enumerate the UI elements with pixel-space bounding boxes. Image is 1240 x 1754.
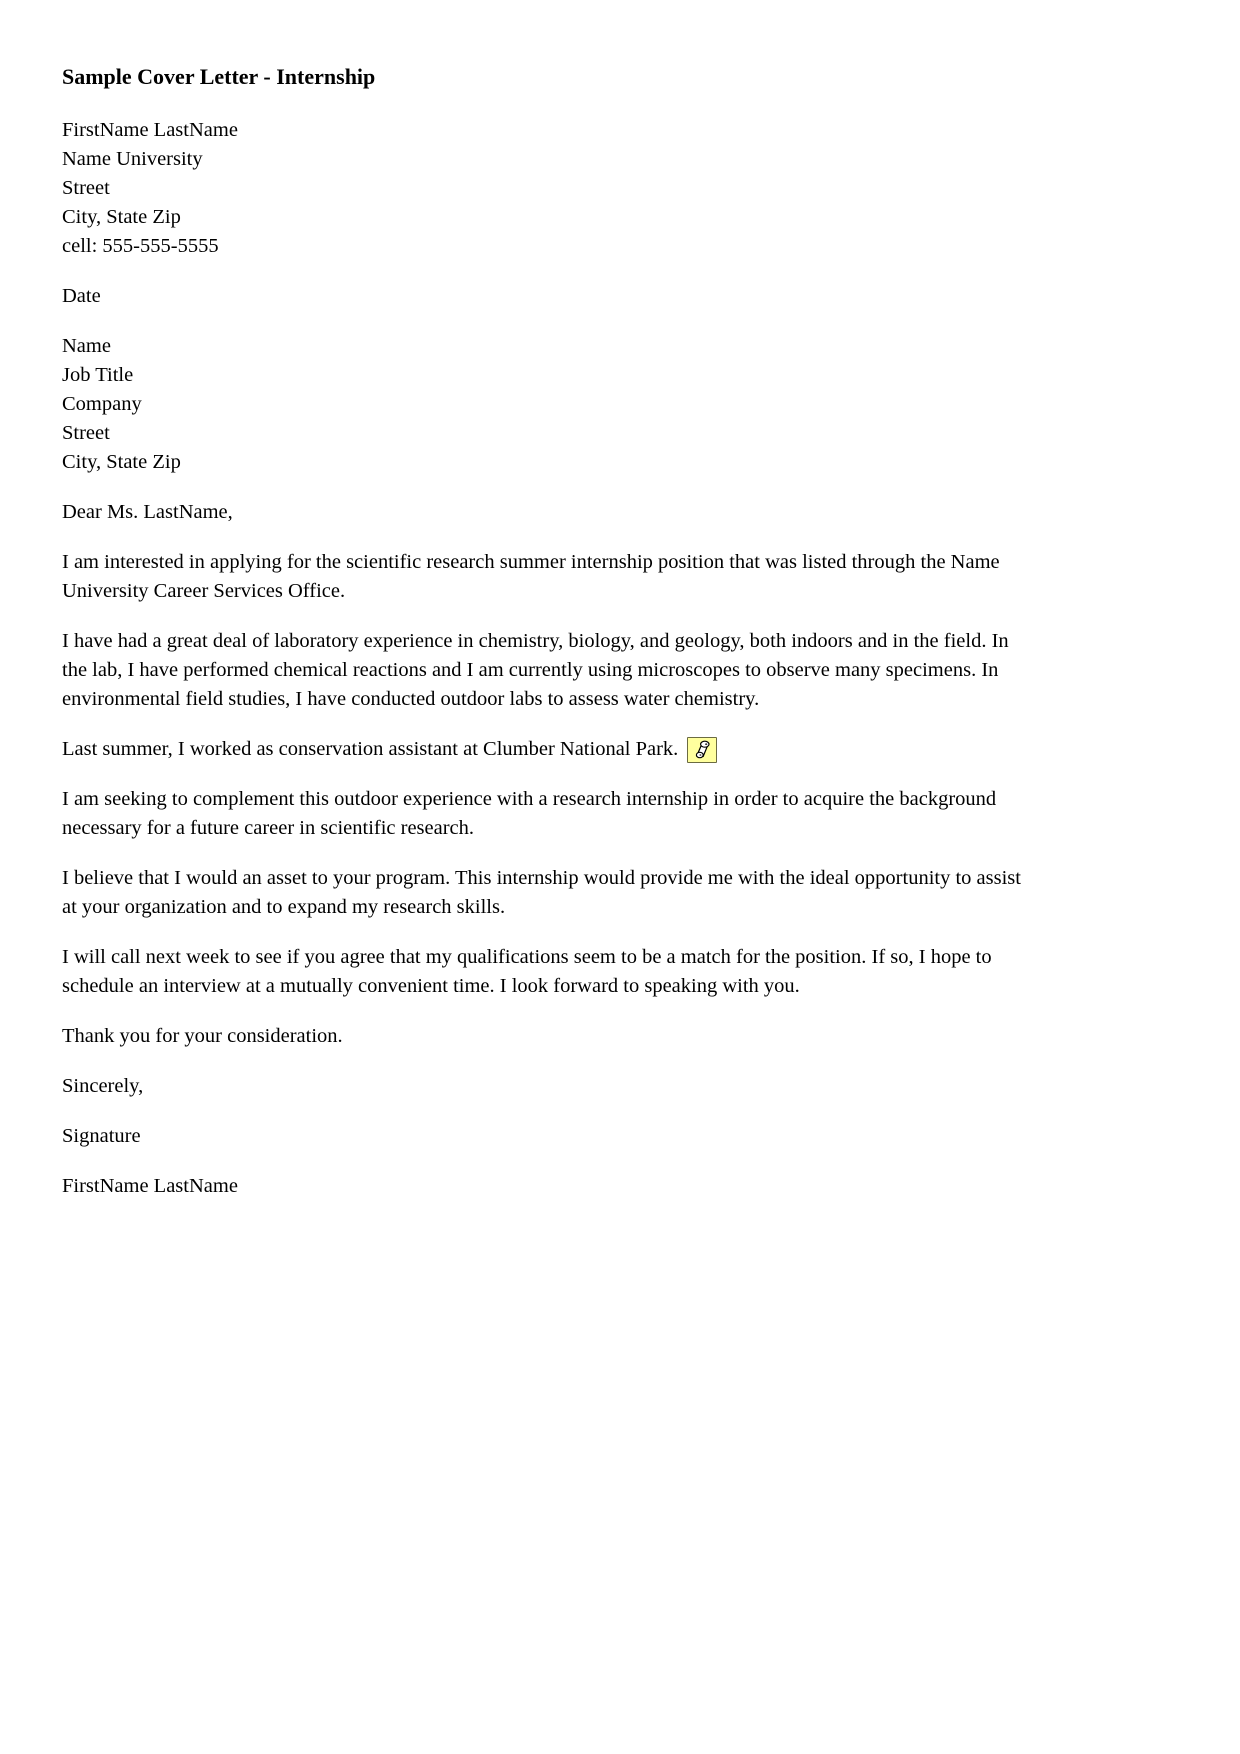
paragraph-last-summer — [62, 735, 1022, 764]
document-title: Sample Cover Letter - Internship — [62, 64, 376, 89]
salutation: Dear Ms. LastName, — [62, 501, 233, 523]
signed-name: FirstName LastName — [62, 1175, 238, 1197]
date-line: Date — [62, 285, 101, 307]
recipient-block — [62, 332, 1022, 477]
paragraph-call-next-week: I will call next week to see if you agree that my qualifications seem to be a match for the position. If so, I hope to schedule an interview at a mutually convenient time. I look forward to speaking with you. — [62, 946, 992, 997]
paragraph-asset: I believe that I would an asset to your program. This internship would provide me with the ideal opportunity to assist at your organization and to expand my research skills. — [62, 867, 1021, 918]
paragraph-last-summer-text: Last summer, I worked as conservation assistant at Clumber National Park. — [62, 738, 679, 760]
recipient-company: Company — [62, 393, 142, 415]
letter-content — [62, 62, 1022, 1201]
sender-block — [62, 116, 1022, 261]
sender-street: Street — [62, 177, 110, 199]
sender-name: FirstName LastName — [62, 119, 238, 141]
signature-label: Signature — [62, 1125, 141, 1147]
sender-university: Name University — [62, 148, 203, 170]
recipient-name: Name — [62, 335, 111, 357]
recipient-city-state-zip: City, State Zip — [62, 451, 181, 473]
paragraph-lab-experience: I have had a great deal of laboratory experience in chemistry, biology, and geology, both indoors and in the field. In the lab, I have performed chemical reactions and I am currently using microscopes to observe many specimens. In environmental field studies, I have conducted outdoor labs to assess water chemistry. — [62, 630, 1009, 710]
paragraph-thank-you: Thank you for your consideration. — [62, 1025, 343, 1047]
sender-city-state-zip: City, State Zip — [62, 206, 181, 228]
paragraph-seeking: I am seeking to complement this outdoor experience with a research internship in order to acquire the background necessary for a future career in scientific research. — [62, 788, 997, 839]
closing: Sincerely, — [62, 1075, 144, 1097]
scroll-icon[interactable] — [687, 737, 717, 763]
paragraph-interest: I am interested in applying for the scientific research summer internship position that was listed through the Name University Career Services Office. — [62, 551, 1000, 602]
recipient-job-title: Job Title — [62, 364, 134, 386]
sender-phone: cell: 555-555-5555 — [62, 235, 219, 257]
recipient-street: Street — [62, 422, 110, 444]
